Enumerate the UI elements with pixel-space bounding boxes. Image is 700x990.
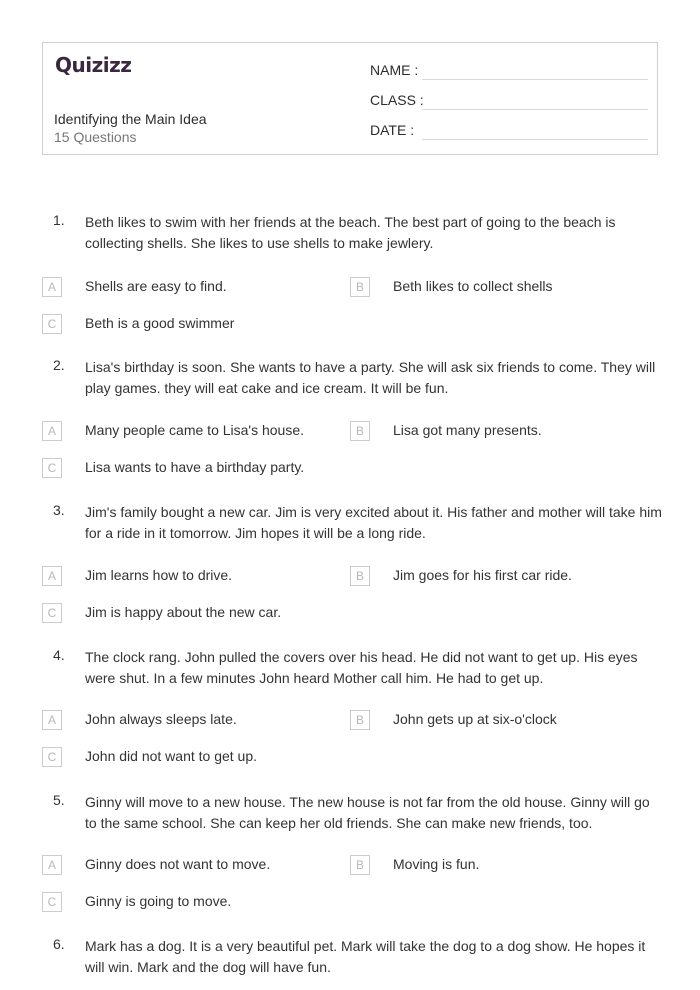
option-letter-box: B (350, 710, 370, 730)
option-letter-box: C (42, 747, 62, 767)
option-letter-box: B (350, 566, 370, 586)
option-text: John did not want to get up. (85, 748, 258, 764)
option-letter-box: A (42, 710, 62, 730)
option-text: Beth is a good swimmer (85, 315, 235, 331)
option-text: Jim goes for his first car ride. (393, 567, 572, 583)
option-letter-box: B (350, 855, 370, 875)
question-text: Mark has a dog. It is a very beautiful pet. Mark will take the dog to a dog show. He hopes it will win. Mark and the dog will have fun. (85, 938, 646, 975)
name-line[interactable] (422, 79, 648, 80)
question-text: Beth likes to swim with her friends at the beach. The best part of going to the beach is collecting shells. She likes to use shells to make jewlery. (85, 214, 616, 251)
option-letter-box: B (350, 277, 370, 297)
option-text: John always sleeps late. (85, 711, 237, 727)
name-label: NAME : (370, 62, 419, 78)
option-text: John gets up at six-o'clock (393, 711, 557, 727)
option-text: Beth likes to collect shells (393, 278, 553, 294)
option-letter-box: C (42, 314, 62, 334)
question-number: 4. (53, 647, 65, 663)
option-letter-box: A (42, 855, 62, 875)
option-text: Lisa wants to have a birthday party. (85, 459, 305, 475)
question-text: Jim's family bought a new car. Jim is very excited about it. His father and mother will take him for a ride in it tomorrow. Jim hopes it will be a long ride. (85, 504, 662, 541)
quizizz-logo: Quizizz (55, 53, 132, 77)
question-number: 3. (53, 502, 65, 518)
question-number: 6. (53, 936, 65, 952)
question-number: 5. (53, 792, 65, 808)
option-text: Jim is happy about the new car. (85, 604, 282, 620)
question-text: The clock rang. John pulled the covers over his head. He did not want to get up. His eyes were shut. In a few minutes John heard Mother call him. He had to get up. (85, 649, 638, 686)
option-text: Jim learns how to drive. (85, 567, 233, 583)
question-number: 1. (53, 212, 65, 228)
class-label: CLASS : (370, 92, 424, 108)
option-letter-box: C (42, 458, 62, 478)
option-letter-box: A (42, 566, 62, 586)
option-text: Ginny is going to move. (85, 893, 232, 909)
question-text: Ginny will move to a new house. The new house is not far from the old house. Ginny will go to the same school. She can keep her old friends. She can make new friends, too. (85, 794, 650, 831)
date-label: DATE : (370, 122, 415, 138)
name-field[interactable] (370, 60, 648, 80)
option-text: Moving is fun. (393, 856, 480, 872)
option-letter-box: C (42, 892, 62, 912)
question-text: Lisa's birthday is soon. She wants to have a party. She will ask six friends to come. They will play games. they will eat cake and ice cream. It will be fun. (85, 359, 656, 396)
worksheet-header (42, 42, 658, 155)
option-text: Many people came to Lisa's house. (85, 422, 305, 438)
question-number: 2. (53, 357, 65, 373)
date-line[interactable] (422, 139, 648, 140)
option-text: Shells are easy to find. (85, 278, 227, 294)
option-text: Ginny does not want to move. (85, 856, 271, 872)
worksheet-title: Identifying the Main Idea (54, 111, 207, 127)
option-letter-box: A (42, 421, 62, 441)
option-letter-box: A (42, 277, 62, 297)
class-field[interactable] (370, 90, 648, 110)
option-letter-box: B (350, 421, 370, 441)
date-field[interactable] (370, 120, 648, 140)
option-letter-box: C (42, 603, 62, 623)
class-line[interactable] (422, 109, 648, 110)
question-count: 15 Questions (54, 129, 137, 145)
option-text: Lisa got many presents. (393, 422, 542, 438)
